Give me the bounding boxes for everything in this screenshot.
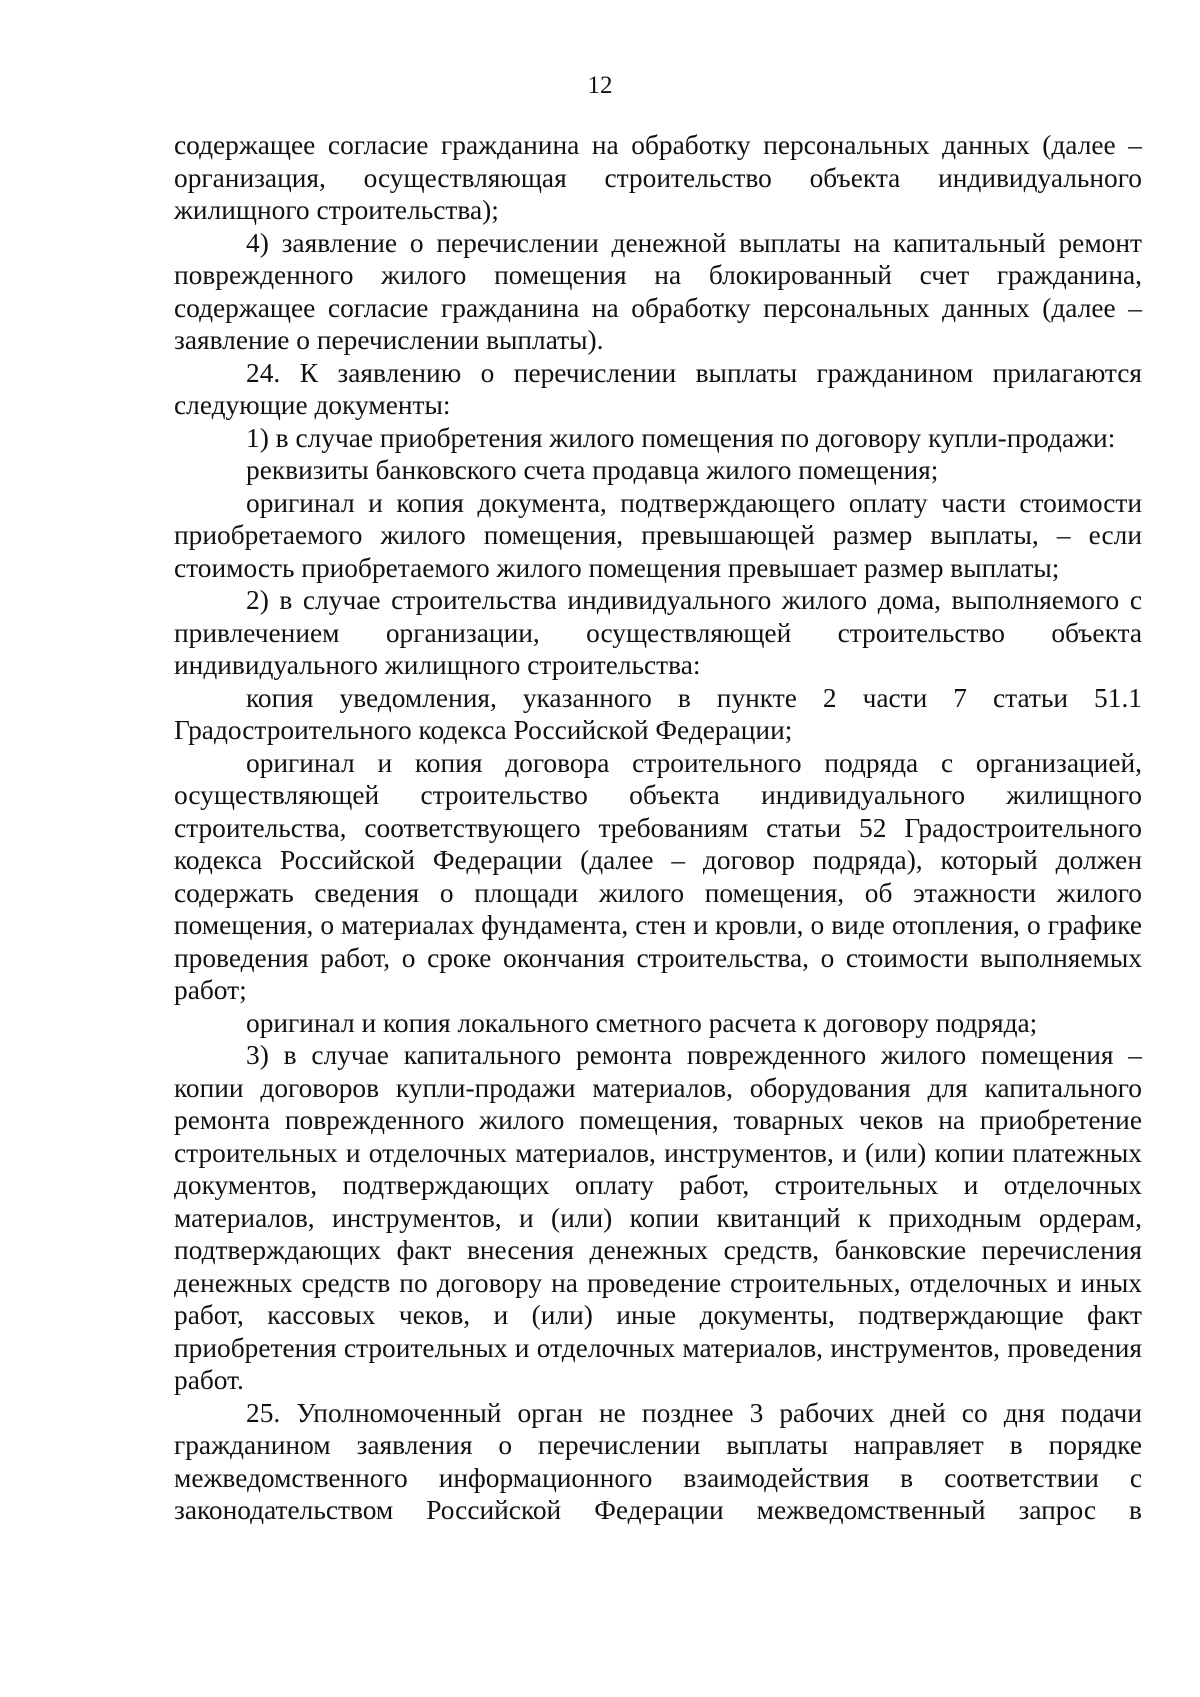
paragraph-24-item-1: 1) в случае приобретения жилого помещения по договору купли-продажи: xyxy=(246,422,1116,453)
paragraph-24-item-2-notice-copy: копия уведомления, указанного в пункте 2 части 7 статьи 51.1 Градостроительного кодекса Российской Федерации; xyxy=(174,682,1142,745)
paragraph-continuation: содержащее согласие гражданина на обработку персональных данных (далее – организация, осуществляющая строительство объекта индивидуального жилищного строительства); xyxy=(174,130,1142,225)
paragraph-24-item-1-payment-proof: оригинал и копия документа, подтверждающего оплату части стоимости приобретаемого жилого помещения, превышающей размер выплаты, – если стоимость приобретаемого жилого помещения превышает размер выплаты; xyxy=(174,487,1142,583)
page-number: 12 xyxy=(587,72,613,99)
paragraph-25: 25. Уполномоченный орган не позднее 3 рабочих дней со дня подачи гражданином заявления о перечислении выплаты направляет в порядке межведомственного информационного взаимодействия в соответствии с законодательством Российской Федерации межведомственный запрос в xyxy=(174,1397,1142,1525)
paragraph-24-item-3: 3) в случае капитального ремонта поврежденного жилого помещения – копии договоров купли-продажи материалов, оборудования для капитального ремонта поврежденного жилого помещения, товарных чеков на приобретение строительных и отделочных материалов, инструментов, и (или) копии платежных документов, подтверждающих оплату работ, строительных и отделочных материалов, инструментов, и (или) копии квитанций к приходным ордерам, подтверждающих факт внесения денежных средств, банковские перечисления денежных средств по договору на проведение строительных, отделочных и иных работ, кассовых чеков, и (или) иные документы, подтверждающие факт приобретения строительных и отделочных материалов, инструментов, проведения работ. xyxy=(174,1040,1142,1395)
paragraph-24-item-2-contract: оригинал и копия договора строительного подряда с организацией, осуществляющей строительство объекта индивидуального жилищного строительства, соответствующего требованиям статьи 52 Градостроительного кодекса Российской Федерации (далее – договор подряда), который должен содержать сведения о площади жилого помещения, об этажности жилого помещения, о материалах фундамента, стен и кровли, о виде отопления, о графике проведения работ, о сроке окончания строительства, о стоимости выполняемых работ; xyxy=(174,747,1142,1005)
paragraph-item-4-application: 4) заявление о перечислении денежной выплаты на капитальный ремонт поврежденного жилого помещения на блокированный счет гражданина, содержащее согласие гражданина на обработку персональных данных (далее – заявление о перечислении выплаты). xyxy=(174,227,1142,355)
paragraph-24-item-2: 2) в случае строительства индивидуального жилого дома, выполняемого с привлечением организации, осуществляющей строительство объекта индивидуального жилищного строительства: xyxy=(174,585,1142,680)
paragraph-24-item-1-requisites: реквизиты банковского счета продавца жилого помещения; xyxy=(246,455,939,485)
paragraph-24: 24. К заявлению о перечислении выплаты гражданином прилагаются следующие документы: xyxy=(174,357,1142,420)
document-body xyxy=(174,129,1142,1527)
paragraph-24-item-2-estimate: оригинал и копия локального сметного расчета к договору подряда; xyxy=(246,1007,1038,1038)
